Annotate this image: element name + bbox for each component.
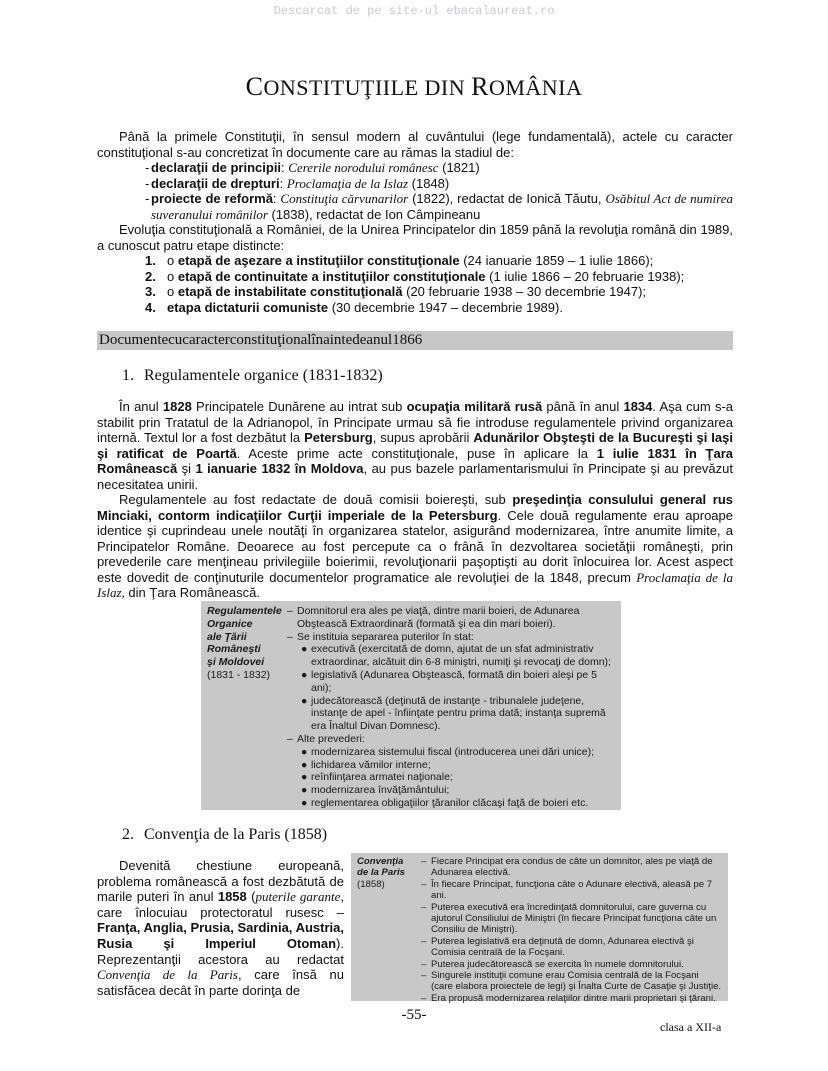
box-row: ● executivă (exercitată de domn, ajutat de un sfat administrativ extraordinar, alcătuit din 6-8 miniştri, numiţi şi revocaţi de domn); bbox=[301, 643, 611, 669]
box-rows bbox=[287, 605, 615, 810]
title-rest-2: OMÂNIA bbox=[488, 75, 583, 100]
box-row: – Puterea legislativă era deţinută de domn, Adunarea electivă şi Comisia centrală de la Focşani. bbox=[421, 935, 694, 959]
regulamente-paragraph-2: Regulamentele au fost redactate de două comisii boiereşti, sub preşedinţia consulului general rus Minciaki, contorm indicaţiilor Curţii imperiale de la Petersburg. Cele două regulamente erau aproape identice şi cuprindeau unele noutăţi în organizarea statelor, asigurând modernizarea, între anumite limite, a Principatelor Române. Deoarece au fost percepute ca o frână în dezvoltarea societăţii româneşti, prin prevederile care menţineau privilegiile boierimii, revoluţionarii paşoptişti au dorit înlocuirea lor. Acest aspect este dovedit de conţinuturile documentelor programatice ale revoluţiei de la 1848, precum Proclamaţia de la Islaz, din Ţara Românească. bbox=[97, 492, 734, 600]
intro-paragraph-2: Evoluţia constituţională a României, de la Unirea Principatelor din 1859 până la revoluţia română din 1989, a cunoscut patru etape distincte: bbox=[97, 222, 733, 253]
pre-constitutional-list bbox=[97, 160, 733, 222]
stages-list bbox=[97, 253, 733, 315]
box-row: ● modernizarea învăţământului; bbox=[301, 784, 450, 797]
list-item: 4. etapa dictaturii comuniste (30 decembrie 1947 – decembrie 1989). bbox=[145, 299, 563, 315]
box-row: – Se instituia separarea puterilor în stat: bbox=[287, 630, 474, 643]
conventia-summary-box bbox=[351, 853, 728, 1004]
regulamente-paragraph-1: În anul 1828 Principatele Dunărene au intrat sub ocupaţia militară rusă până în anul 1834. Aşa cum s-a stabilit prin Tratatul de la Adrianopol, în Principate urmau să fie introduse regulamentele privind organizarea internă. Textul lor a fost dezbătut la Petersburg, supus aprobării Adunărilor Obşteşti de la Bucureşti şi Iaşi şi ratificat de Poartă. Aceste prime acte constituţionale, puse în aplicare la 1 iulie 1831 în Ţara Românească şi 1 ianuarie 1832 în Moldova, au pus bazele parlamentarismului în Principate şi au prevăzut necesitatea unirii. bbox=[97, 399, 734, 492]
regulamente-summary-box bbox=[201, 601, 621, 810]
regulamente-section bbox=[97, 399, 733, 601]
page-title bbox=[0, 72, 828, 102]
subsection-2-heading: 2. Convenţia de la Paris (1858) bbox=[122, 826, 328, 843]
box-row: – Domnitorul era ales pe viaţă, dintre marii boieri, de Adunarea Obştească Extraordinară (formată şi ea din mari boieri). bbox=[287, 605, 580, 630]
box-row: ● lichidarea vămilor interne; bbox=[301, 758, 431, 771]
box-row: ● reglementarea obligaţiilor ţăranilor clăcaşi faţă de boieri etc. bbox=[301, 796, 589, 809]
box-row: – Puterea executivă era încredinţată domnitorului, care guverna cu ajutorul Consiliului de Miniştri (în fiecare Principat funcţiona câte un Consiliu de Miniştri). bbox=[421, 901, 717, 936]
subsection-1-heading: 1. Regulamentele organice (1831-1832) bbox=[122, 367, 383, 384]
box-row: – Singurele instituţii comune erau Comisia centrală de la Focşani (care elabora proiectele de legi) şi Înalta Curte de Casaţie şi Justiţie. bbox=[421, 970, 722, 993]
list-item: 2. o etapă de continuitate a instituţiilor constituţionale (1 iulie 1866 – 20 februarie 1938); bbox=[145, 268, 685, 284]
title-rest-1: ONSTITUŢIILE DIN bbox=[263, 75, 472, 100]
conventia-paragraph: Devenită chestiune europeană, problema românească a fost dezbătută de marile puteri în anul 1858 (puterile garante, care înlocuiau protectoratul rusesc –Franţa, Anglia, Prusia, Sardinia, Austria, Rusia şi Imperiul Otoman). Reprezentanţii acestora au redactat Convenţia de la Paris, care însă nu satisfăcea decât în parte dorinţa de bbox=[97, 858, 344, 998]
box-row: ● judecătorească (deţinută de instanţe - tribunalele judeţene, instanţe de apel - înfiinţate pentru prima dată; instanţa supremă era Înaltul Divan Domnesc). bbox=[301, 694, 606, 733]
list-item: - declaraţii de principii: Cererile norodului românesc (1821) bbox=[145, 160, 480, 175]
title-initial-1: C bbox=[245, 72, 264, 101]
list-item: 3. o etapă de instabilitate constituţională (20 februarie 1938 – 30 decembrie 1947); bbox=[145, 284, 647, 299]
list-item: - declaraţii de drepturi: Proclamaţia de la Islaz (1848) bbox=[145, 175, 450, 191]
box-row: ● modernizarea sistemului fiscal (introducerea unei dări unice); bbox=[301, 745, 595, 758]
box-row: – Fiecare Principat era condus de câte un domnitor, ales pe viaţă de Adunarea electivă. bbox=[421, 856, 713, 879]
box-row: – Era propusă modernizarea relaţiilor dintre marii proprietari şi ţărani. bbox=[421, 992, 716, 1004]
box-row: ● reînfiinţarea armatei naţionale; bbox=[301, 771, 453, 784]
list-item: - proiecte de reformă: Constituţia cărvunarilor (1822), redactat de Ionică Tăutu, Osăbitul Act de numirea suveranului românilor (1838), redactat de Ion Câmpineanu bbox=[145, 191, 733, 222]
box-row: – În fiecare Principat, funcţiona câte o Adunare electivă, aleasă pe 7 ani. bbox=[421, 878, 713, 902]
box-label: Regulamentele Organice ale Ţării Româneşti şi Moldovei (1831 - 1832) bbox=[207, 605, 282, 681]
box-row: – Puterea judecătorească se exercita în numele domnitorului. bbox=[421, 958, 684, 970]
class-label: clasa a XII-a bbox=[660, 1020, 722, 1034]
box-rows bbox=[421, 856, 723, 1004]
page-number: -55- bbox=[401, 1007, 427, 1023]
box-label: Convenţia de la Paris (1858) bbox=[357, 856, 405, 890]
watermark: Descarcat de pe site-ul ebacalaureat.ro bbox=[273, 4, 555, 18]
list-item: 1. o etapă de aşezare a instituţiilor constituţionale (24 ianuarie 1859 – 1 iulie 1866); bbox=[145, 253, 654, 268]
intro-section bbox=[97, 129, 733, 315]
box-row: ● legislativă (Adunarea Obştească, formată din boieri aleşi pe 5 ani); bbox=[301, 668, 597, 694]
title-initial-2: R bbox=[471, 72, 489, 101]
box-row: – Alte prevederi: bbox=[287, 732, 365, 745]
section-heading-bar: Documentecucaracterconstituţionalînaintedeanul1866 bbox=[97, 331, 733, 350]
intro-paragraph-1: Până la primele Constituţii, în sensul modern al cuvântului (lege fundamentală), actele cu caracter constituţional s-au concretizat în documente care au rămas la stadiul de: bbox=[97, 129, 733, 160]
